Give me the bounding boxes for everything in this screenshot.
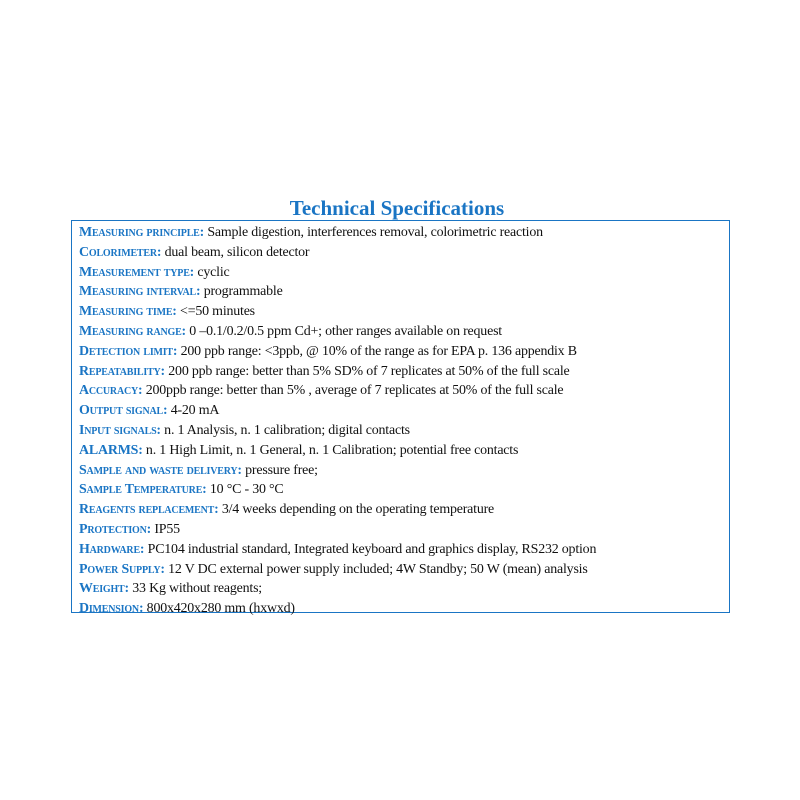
spec-label: Input signals: — [79, 422, 161, 438]
spec-label: Accuracy: — [79, 383, 143, 399]
spec-label: Measurement type: — [79, 264, 195, 280]
spec-label: Power Supply: — [79, 561, 165, 577]
spec-row — [79, 599, 729, 619]
spec-label: Reagents replacement: — [79, 502, 219, 518]
spec-label: Protection: — [79, 521, 152, 537]
spec-row — [79, 401, 729, 421]
spec-value: PC104 industrial standard, Integrated keyboard and graphics display, RS232 option — [144, 541, 597, 557]
spec-label: Measuring interval: — [79, 284, 201, 300]
spec-row — [79, 540, 729, 560]
spec-row — [79, 560, 729, 580]
spec-value: programmable — [200, 284, 283, 300]
spec-row — [79, 480, 729, 500]
spec-label: ALARMS: — [79, 442, 143, 458]
spec-value: n. 1 High Limit, n. 1 General, n. 1 Calibration; potential free contacts — [142, 442, 519, 458]
spec-label: Repeatability: — [79, 363, 165, 379]
spec-label: Measuring range: — [79, 323, 186, 339]
spec-value: 200 ppb range: <3ppb, @ 10% of the range as for EPA p. 136 appendix B — [177, 343, 577, 359]
spec-value: n. 1 Analysis, n. 1 calibration; digital contacts — [160, 422, 410, 438]
spec-value: 33 Kg without reagents; — [128, 581, 262, 597]
spec-row — [79, 342, 729, 362]
spec-label: Measuring principle: — [79, 225, 205, 240]
spec-row — [79, 302, 729, 322]
spec-row — [79, 381, 729, 401]
spec-row — [79, 263, 729, 283]
spec-row — [79, 441, 729, 461]
spec-value: 200 ppb range: better than 5% SD% of 7 replicates at 50% of the full scale — [165, 363, 570, 379]
spec-row — [79, 362, 729, 382]
spec-value: 10 °C - 30 °C — [206, 482, 284, 498]
spec-label: Measuring time: — [79, 304, 177, 320]
page-title: Technical Specifications — [289, 196, 505, 220]
spec-value: Sample digestion, interferences removal, colorimetric reaction — [204, 225, 543, 240]
spec-value: 0 –0.1/0.2/0.5 ppm Cd+; other ranges available on request — [185, 323, 502, 339]
spec-value: 3/4 weeks depending on the operating temperature — [218, 502, 495, 518]
spec-row — [79, 282, 729, 302]
spec-row — [79, 322, 729, 342]
spec-row — [79, 243, 729, 263]
spec-value: pressure free; — [241, 462, 318, 478]
spec-label: Sample Temperature: — [79, 482, 207, 498]
spec-table — [71, 220, 730, 617]
spec-label: Weight: — [79, 581, 129, 597]
spec-row — [79, 421, 729, 441]
spec-row — [79, 500, 729, 520]
spec-label: Colorimeter: — [79, 244, 162, 260]
spec-row — [79, 579, 729, 599]
spec-value: cyclic — [194, 264, 230, 280]
spec-label: Dimension: — [79, 601, 144, 617]
spec-value: 800x420x280 mm (hxwxd) — [143, 601, 295, 617]
spec-row — [79, 520, 729, 540]
spec-label: Detection limit: — [79, 343, 178, 359]
spec-label: Hardware: — [79, 541, 145, 557]
spec-label: Sample and waste delivery: — [79, 462, 242, 478]
spec-value: dual beam, silicon detector — [161, 244, 310, 260]
spec-value: 12 V DC external power supply included; 4W Standby; 50 W (mean) analysis — [164, 561, 588, 577]
spec-value: IP55 — [151, 521, 180, 537]
spec-value: <=50 minutes — [176, 304, 255, 320]
spec-value: 200ppb range: better than 5% , average of 7 replicates at 50% of the full scale — [142, 383, 564, 399]
spec-row — [79, 461, 729, 481]
spec-row — [79, 223, 729, 243]
spec-value: 4-20 mA — [167, 403, 220, 419]
spec-label: Output signal: — [79, 403, 168, 419]
